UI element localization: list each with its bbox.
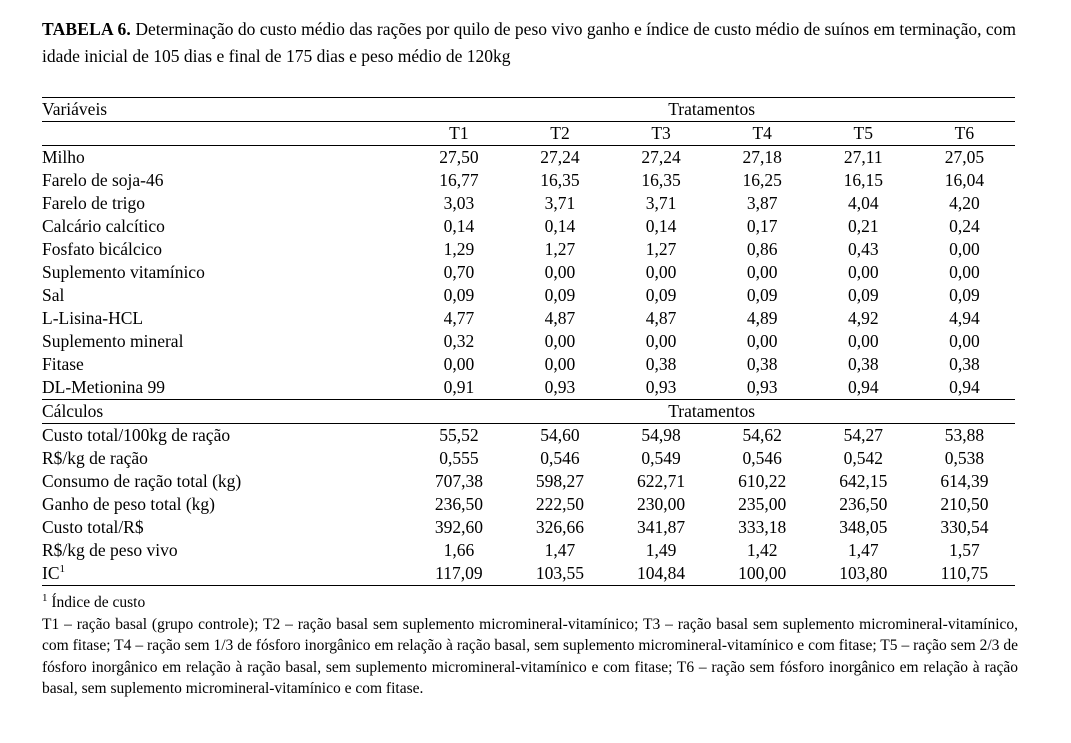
value-cell: 27,50 xyxy=(439,147,479,167)
value-cell: 235,00 xyxy=(738,494,787,514)
value-cell: 0,70 xyxy=(443,262,475,282)
row-label: L-Lisina-HCL xyxy=(42,308,144,328)
group-header-row xyxy=(42,98,1015,122)
value-cell: 326,66 xyxy=(535,517,585,537)
value-cell: 0,00 xyxy=(544,354,576,374)
value-cell: 610,22 xyxy=(738,471,787,491)
value-cell: 3,87 xyxy=(746,193,778,213)
row-label: Consumo de ração total (kg) xyxy=(42,471,242,491)
value-cell: 4,94 xyxy=(949,308,980,328)
column-header-t1: T1 xyxy=(408,122,509,146)
value-cell: 0,32 xyxy=(443,331,475,351)
value-cell: 0,38 xyxy=(949,354,980,374)
row-label: Sal xyxy=(42,285,65,305)
value-cell: 1,27 xyxy=(645,239,677,259)
row-label-superscript: 1 xyxy=(59,563,65,576)
value-cell: 16,35 xyxy=(540,170,580,190)
value-cell: 236,50 xyxy=(839,494,888,514)
value-cell: 642,15 xyxy=(839,471,888,491)
value-cell: 0,17 xyxy=(746,216,778,236)
value-cell: 16,04 xyxy=(944,170,985,190)
table-row xyxy=(42,376,1015,400)
value-cell: 0,93 xyxy=(746,377,778,397)
row-label: Milho xyxy=(42,147,85,167)
table-row xyxy=(42,284,1015,307)
value-cell: 110,75 xyxy=(914,562,1015,586)
value-cell: 0,00 xyxy=(949,262,980,282)
value-cell: 341,87 xyxy=(637,517,686,537)
footnote-index-text: Índice de custo xyxy=(51,594,146,611)
row-label: DL-Metionina 99 xyxy=(42,377,165,397)
value-cell: 622,71 xyxy=(637,471,686,491)
value-cell: 0,09 xyxy=(949,285,980,305)
value-cell: 0,91 xyxy=(443,377,475,397)
value-cell: 0,00 xyxy=(746,262,778,282)
calculations-header-row xyxy=(42,400,1015,424)
column-header-t3: T3 xyxy=(611,122,712,146)
value-cell: 1,42 xyxy=(746,540,778,560)
value-cell: 4,87 xyxy=(544,308,576,328)
value-cell: 0,542 xyxy=(843,448,883,468)
value-cell: 0,09 xyxy=(443,285,475,305)
value-cell: 0,14 xyxy=(443,216,475,236)
row-label: Fosfato bicálcico xyxy=(42,239,163,259)
value-cell: 1,49 xyxy=(645,540,677,560)
value-cell: 614,39 xyxy=(940,471,989,491)
value-cell: 0,38 xyxy=(746,354,778,374)
value-cell: 0,86 xyxy=(746,239,778,259)
value-cell: 330,54 xyxy=(940,517,989,537)
table-row xyxy=(42,238,1015,261)
value-cell: 0,555 xyxy=(439,448,479,468)
treatments-header-2: Tratamentos xyxy=(408,400,1015,424)
value-cell: 0,09 xyxy=(746,285,778,305)
value-cell: 4,92 xyxy=(847,308,879,328)
value-cell: 0,94 xyxy=(949,377,980,397)
column-header-row xyxy=(42,122,1015,146)
value-cell: 16,35 xyxy=(641,170,681,190)
value-cell: 0,00 xyxy=(544,262,576,282)
value-cell: 0,09 xyxy=(847,285,879,305)
value-cell: 54,62 xyxy=(742,425,782,445)
value-cell: 348,05 xyxy=(839,517,888,537)
value-cell: 27,18 xyxy=(742,147,782,167)
table-caption-text: Determinação do custo médio das rações por quilo de peso vivo ganho e índice de custo médio de suínos em terminação, com idade inicial de 105 dias e final de 175 dias e peso médio de 120kg xyxy=(42,19,1016,66)
value-cell: 0,09 xyxy=(544,285,576,305)
table-caption xyxy=(42,16,1018,70)
column-header-t2: T2 xyxy=(509,122,610,146)
value-cell: 104,84 xyxy=(611,562,712,586)
value-cell: 16,25 xyxy=(742,170,782,190)
value-cell: 333,18 xyxy=(738,517,787,537)
value-cell: 4,77 xyxy=(443,308,475,328)
empty-header-cell xyxy=(42,122,408,146)
value-cell: 0,538 xyxy=(944,448,985,468)
table-row xyxy=(42,215,1015,238)
value-cell: 0,00 xyxy=(949,239,980,259)
table-row xyxy=(42,330,1015,353)
table-row xyxy=(42,539,1015,562)
value-cell: 117,09 xyxy=(408,562,509,586)
value-cell: 1,66 xyxy=(443,540,475,560)
value-cell: 27,24 xyxy=(540,147,580,167)
row-label: Ganho de peso total (kg) xyxy=(42,494,216,514)
value-cell: 1,47 xyxy=(544,540,576,560)
value-cell: 3,71 xyxy=(645,193,677,213)
value-cell: 0,00 xyxy=(645,331,677,351)
variables-header: Variáveis xyxy=(42,98,408,122)
value-cell: 0,546 xyxy=(540,448,580,468)
table-row xyxy=(42,261,1015,284)
value-cell: 100,00 xyxy=(712,562,813,586)
value-cell: 27,11 xyxy=(843,147,883,167)
value-cell: 16,15 xyxy=(843,170,883,190)
value-cell: 230,00 xyxy=(637,494,686,514)
value-cell: 3,71 xyxy=(544,193,576,213)
value-cell: 0,00 xyxy=(544,331,576,351)
value-cell: 0,38 xyxy=(645,354,677,374)
value-cell: 54,27 xyxy=(843,425,883,445)
value-cell: 4,87 xyxy=(645,308,677,328)
table-caption-label: TABELA 6. xyxy=(42,19,132,39)
value-cell: 0,00 xyxy=(746,331,778,351)
value-cell: 0,43 xyxy=(847,239,879,259)
value-cell: 1,47 xyxy=(847,540,879,560)
footnotes xyxy=(42,592,1018,700)
table-row xyxy=(42,353,1015,376)
table-row xyxy=(42,562,1015,586)
table-row xyxy=(42,169,1015,192)
data-table xyxy=(42,97,1015,586)
row-label: R$/kg de ração xyxy=(42,448,148,468)
value-cell: 0,94 xyxy=(847,377,879,397)
value-cell: 103,55 xyxy=(509,562,610,586)
column-header-t5: T5 xyxy=(813,122,914,146)
column-header-t4: T4 xyxy=(712,122,813,146)
value-cell: 0,93 xyxy=(645,377,677,397)
value-cell: 3,03 xyxy=(443,193,475,213)
value-cell: 55,52 xyxy=(439,425,479,445)
value-cell: 707,38 xyxy=(434,471,483,491)
value-cell: 4,89 xyxy=(746,308,778,328)
value-cell: 0,00 xyxy=(443,354,475,374)
row-label: Fitase xyxy=(42,354,84,374)
footnote-index-de-custo xyxy=(42,592,1018,614)
value-cell: 103,80 xyxy=(813,562,914,586)
value-cell: 0,546 xyxy=(742,448,782,468)
row-label: Farelo de trigo xyxy=(42,193,146,213)
table-row xyxy=(42,307,1015,330)
footnote-marker: 1 xyxy=(42,591,48,604)
calculations-header: Cálculos xyxy=(42,400,408,424)
value-cell: 598,27 xyxy=(535,471,585,491)
row-label: Suplemento vitamínico xyxy=(42,262,205,282)
value-cell: 0,549 xyxy=(641,448,681,468)
value-cell: 27,24 xyxy=(641,147,681,167)
table-row xyxy=(42,192,1015,215)
value-cell: 0,00 xyxy=(949,331,980,351)
value-cell: 4,04 xyxy=(847,193,879,213)
value-cell: 236,50 xyxy=(434,494,483,514)
table-row xyxy=(42,447,1015,470)
row-label: Farelo de soja-46 xyxy=(42,170,164,190)
treatments-header: Tratamentos xyxy=(408,98,1015,122)
value-cell: 16,77 xyxy=(439,170,479,190)
value-cell: 54,60 xyxy=(540,425,580,445)
value-cell: 1,57 xyxy=(949,540,980,560)
value-cell: 0,93 xyxy=(544,377,576,397)
row-label: Custo total/100kg de ração xyxy=(42,425,231,445)
value-cell: 1,27 xyxy=(544,239,576,259)
value-cell: 210,50 xyxy=(940,494,989,514)
table-row xyxy=(42,146,1015,170)
value-cell: 4,20 xyxy=(949,193,980,213)
table-row xyxy=(42,493,1015,516)
column-header-t6: T6 xyxy=(914,122,1015,146)
row-label: R$/kg de peso vivo xyxy=(42,540,178,560)
value-cell: 392,60 xyxy=(434,517,483,537)
value-cell: 54,98 xyxy=(641,425,681,445)
value-cell: 0,14 xyxy=(544,216,576,236)
row-label: Custo total/R$ xyxy=(42,517,144,537)
value-cell: 0,14 xyxy=(645,216,677,236)
table-row xyxy=(42,424,1015,448)
value-cell: 27,05 xyxy=(944,147,985,167)
value-cell: 0,24 xyxy=(949,216,980,236)
row-label: $IC^1$ xyxy=(42,562,408,586)
footnote-treatments-description: T1 – ração basal (grupo controle); T2 – ração basal sem suplemento micromineral-vitamínico; T3 – ração basal sem suplemento micromineral-vitamínico, com fitase; T4 – ração sem 1/3 de fósforo inorgânico em relação à ração basal, sem suplemento micromineral-vitamínico e com fitase; T5 – ração sem 2/3 de fósforo inorgânico em relação à ração basal, sem suplemento micromineral-vitamínico e com fitase; T6 – ração sem fósforo inorgânico em relação à ração basal, sem suplemento micromineral-vitamínico e com fitase. xyxy=(42,615,1018,697)
table-row xyxy=(42,470,1015,493)
row-label: Calcário calcítico xyxy=(42,216,165,236)
value-cell: 0,00 xyxy=(847,262,879,282)
value-cell: 0,00 xyxy=(645,262,677,282)
value-cell: 53,88 xyxy=(944,425,985,445)
value-cell: 1,29 xyxy=(443,239,475,259)
value-cell: 0,00 xyxy=(847,331,879,351)
row-label: Suplemento mineral xyxy=(42,331,184,351)
table-row xyxy=(42,516,1015,539)
value-cell: 0,38 xyxy=(847,354,879,374)
value-cell: 0,09 xyxy=(645,285,677,305)
value-cell: 0,21 xyxy=(847,216,879,236)
value-cell: 222,50 xyxy=(535,494,585,514)
